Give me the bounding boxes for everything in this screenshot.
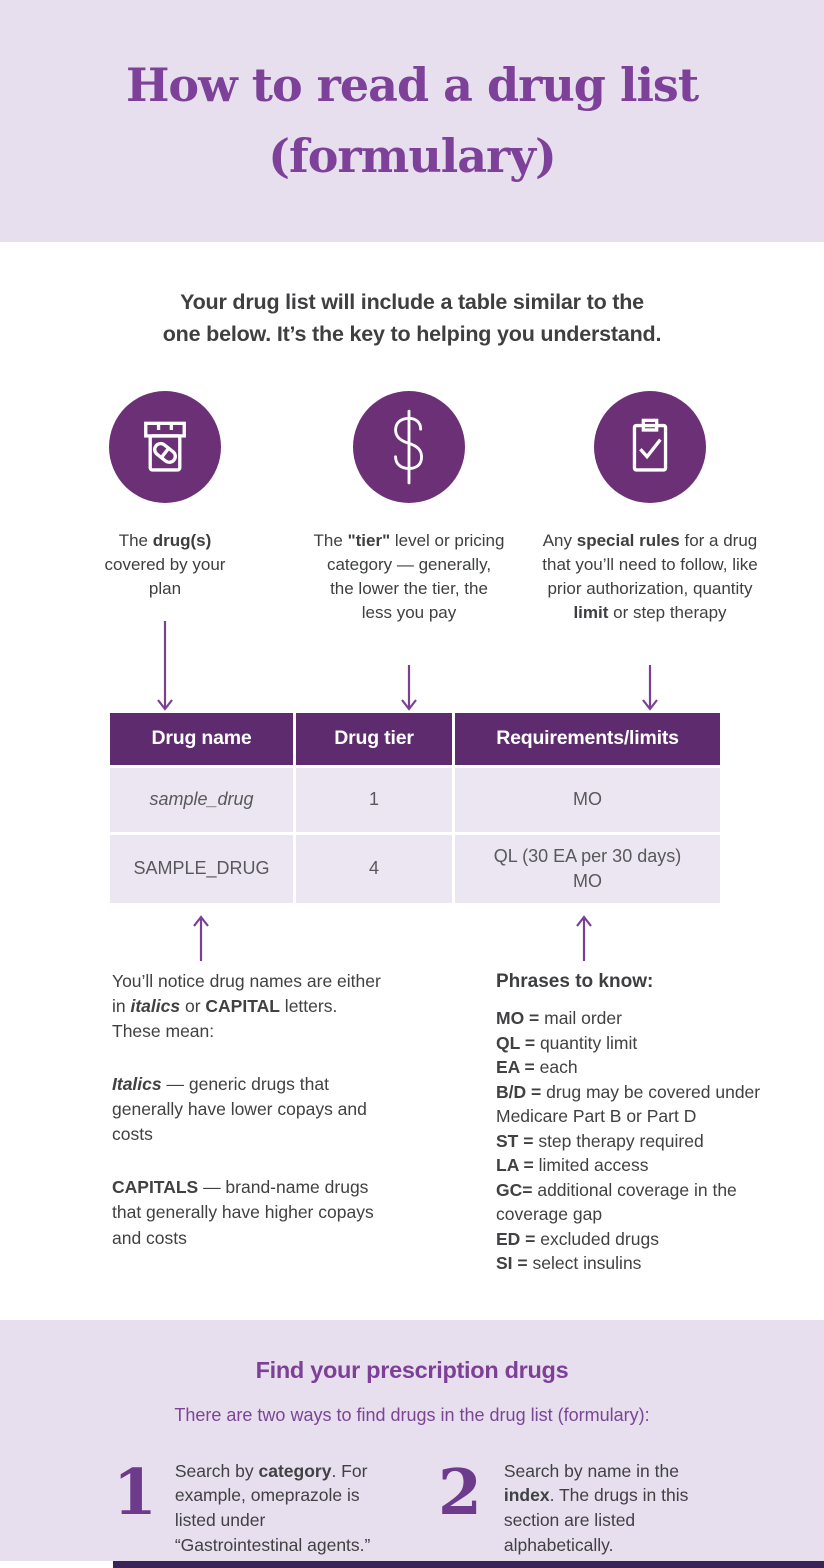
down-arrow-icon: [401, 665, 417, 711]
phrase-abbr: ST =: [496, 1130, 534, 1151]
find-text: Search by name in the: [503, 1460, 679, 1481]
phrase-text: select insulins: [527, 1253, 642, 1274]
phrase-text: additional coverage in the coverage gap: [496, 1179, 737, 1225]
caption-text: covered by your plan: [104, 554, 226, 598]
find-bold: category: [258, 1460, 332, 1481]
table-header-drug-tier: Drug tier: [296, 713, 452, 765]
feature-rules-caption: [533, 529, 767, 626]
find-text: . The drugs in this section are listed alphabetically.: [503, 1485, 689, 1556]
find-subheading: There are two ways to find drugs in the drug list (formulary):: [174, 1404, 650, 1425]
find-text: . For example, omeprazole is listed under “Gastrointestinal agents.”: [174, 1460, 371, 1556]
phrase-abbr: QL =: [496, 1032, 536, 1053]
find-item-index: [438, 1454, 718, 1558]
caption-bold: "tier": [347, 530, 391, 550]
title-line-2: (formulary): [268, 129, 556, 183]
page-title: [126, 50, 698, 193]
note-text: You’ll notice drug names are either in: [112, 970, 381, 1016]
clipboard-check-icon: [594, 391, 706, 503]
table-cell-requirements: [455, 835, 720, 903]
callout-arrows: [0, 911, 824, 961]
phrase-item: [496, 1227, 798, 1252]
phrases-list: [496, 969, 798, 1276]
up-arrow-icon: [576, 915, 592, 961]
find-item-text: [504, 1459, 718, 1558]
requirement-line: QL (30 EA per 30 days): [493, 846, 682, 867]
requirement-line: MO: [573, 870, 602, 891]
phrase-abbr: ED =: [496, 1228, 536, 1249]
note-bold-italic: italics: [130, 995, 181, 1016]
feature-column-rules: [533, 391, 767, 713]
dollar-sign-icon: [353, 391, 465, 503]
phrase-item: [496, 1153, 798, 1178]
note-text: — generic drugs that generally have lower copays and costs: [112, 1073, 367, 1145]
find-section: [0, 1320, 824, 1561]
find-item-number: 2: [438, 1454, 482, 1529]
notes-section: [0, 969, 824, 1276]
title-line-1: How to read a drug list: [125, 57, 699, 112]
phrase-text: limited access: [533, 1155, 649, 1176]
phrases-heading: Phrases to know:: [496, 970, 654, 992]
feature-tier-caption: [313, 529, 505, 626]
formulary-table: [110, 713, 717, 903]
note-bold-italic: Italics: [112, 1073, 162, 1094]
feature-column-drugs: [75, 391, 255, 713]
intro-text: [0, 286, 824, 351]
note-text: or: [180, 995, 206, 1016]
table-header-requirements: Requirements/limits: [455, 713, 720, 765]
phrase-item: [496, 1055, 798, 1080]
header-banner: [0, 0, 824, 242]
intro-line-1: Your drug list will include a table similar to the: [180, 290, 644, 314]
phrase-abbr: SI =: [496, 1253, 528, 1274]
phrase-abbr: B/D =: [496, 1081, 542, 1102]
phrase-abbr: MO =: [496, 1008, 540, 1029]
phrase-abbr: EA =: [496, 1057, 535, 1078]
down-arrow-icon: [157, 621, 173, 711]
naming-intro: [112, 969, 384, 1045]
phrase-item: [496, 1006, 798, 1031]
italics-note: [112, 1072, 384, 1148]
feature-columns: [0, 391, 824, 713]
caption-text: level or pricing category — generally, the lower the tier, the less you pay: [326, 530, 505, 622]
capitals-note: [112, 1175, 384, 1251]
note-text: — brand-name drugs that generally have higher copays and costs: [112, 1176, 374, 1248]
caption-text: The: [313, 530, 348, 550]
find-item-category: [113, 1454, 438, 1558]
caption-bold: drug(s): [152, 530, 212, 550]
phrase-abbr: LA =: [496, 1155, 534, 1176]
phrase-item: [496, 1080, 798, 1129]
phrase-text: drug may be covered under Medicare Part B or Part D: [496, 1081, 761, 1127]
phrase-text: excluded drugs: [535, 1228, 659, 1249]
footer-accent-bar: [113, 1561, 824, 1568]
up-arrow-icon: [193, 915, 209, 961]
caption-bold: limit: [573, 602, 609, 622]
down-arrow-icon: [642, 665, 658, 711]
caption-text: The: [118, 530, 153, 550]
table-cell-drug-tier: 1: [296, 768, 452, 832]
caption-text: for a drug that you’ll need to follow, like prior authorization, quantity: [542, 530, 758, 598]
find-text: Search by: [174, 1460, 259, 1481]
phrase-item: [496, 1031, 798, 1056]
feature-column-tier: [309, 391, 509, 713]
phrase-item: [496, 1251, 798, 1276]
find-bold: index: [503, 1485, 550, 1506]
phrase-item: [496, 1178, 798, 1227]
caption-text: Any: [542, 530, 577, 550]
table-cell-drug-tier: 4: [296, 835, 452, 903]
note-bold: CAPITALS: [112, 1176, 199, 1197]
phrase-abbr: GC=: [496, 1179, 533, 1200]
find-items: [0, 1454, 824, 1558]
find-item-number: 1: [113, 1454, 157, 1529]
intro-line-2: one below. It’s the key to helping you understand.: [162, 322, 662, 347]
pill-bottle-icon: [109, 391, 221, 503]
find-item-text: [175, 1459, 397, 1558]
table-header-drug-name: Drug name: [110, 713, 293, 765]
caption-bold: special rules: [576, 530, 680, 550]
table-cell-drug-name: SAMPLE_DRUG: [110, 835, 293, 903]
phrase-text: mail order: [539, 1008, 622, 1029]
naming-notes: [112, 969, 384, 1276]
phrase-item: [496, 1129, 798, 1154]
phrase-text: quantity limit: [535, 1032, 638, 1053]
phrase-text: step therapy required: [533, 1130, 704, 1151]
table-cell-requirements: MO: [455, 768, 720, 832]
phrase-text: each: [534, 1057, 578, 1078]
find-heading: Find your prescription drugs: [255, 1356, 569, 1383]
caption-text: or step therapy: [608, 602, 727, 622]
table-cell-drug-name: sample_drug: [110, 768, 293, 832]
note-bold: CAPITAL: [205, 995, 280, 1016]
note-text: letters. These mean:: [112, 995, 338, 1042]
feature-drugs-caption: [104, 529, 226, 601]
